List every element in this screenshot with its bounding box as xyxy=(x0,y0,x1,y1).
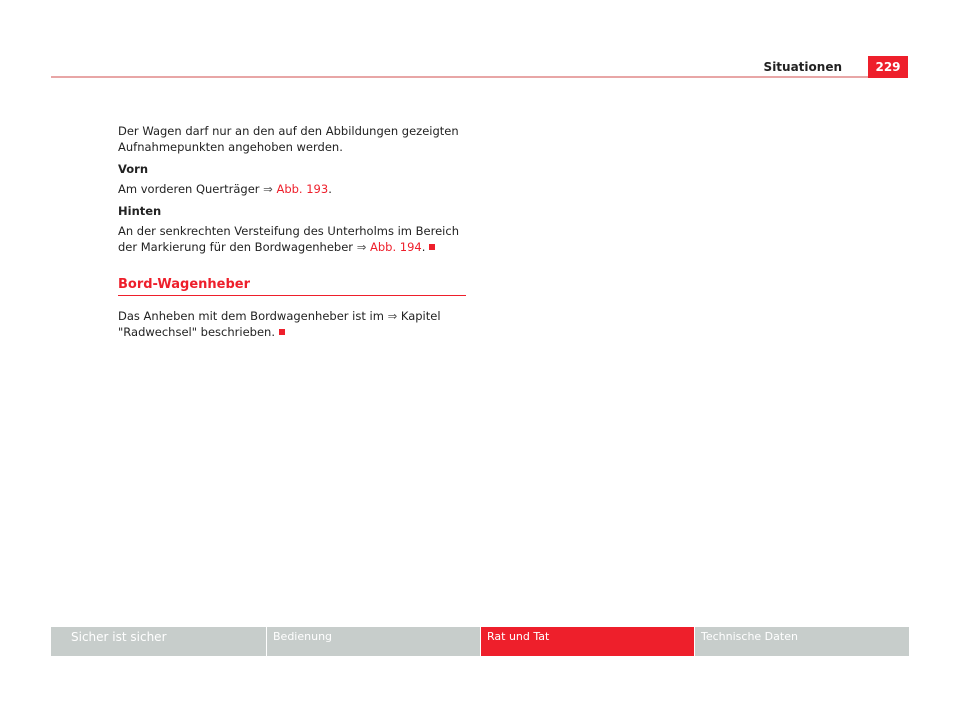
vorn-text: Am vorderen Querträger xyxy=(118,182,260,196)
end-marker-icon xyxy=(429,244,435,250)
period: . xyxy=(421,240,426,254)
chapter-link-radwechsel[interactable]: Kapitel "Radwechsel" beschrieben. xyxy=(118,309,441,339)
footer-nav xyxy=(51,627,909,656)
section-text-1: Das Anheben mit dem Bordwagenheber ist im xyxy=(118,309,384,323)
section-title-header: Situationen xyxy=(763,60,842,74)
main-content xyxy=(118,123,468,346)
footer-tab-bedienung[interactable]: Bedienung xyxy=(267,627,480,656)
vorn-heading: Vorn xyxy=(118,162,149,176)
bord-wagenheber-paragraph xyxy=(118,308,468,340)
arrow-right-icon: ⇒ xyxy=(356,240,367,254)
footer-tab-sicher-ist-sicher[interactable]: Sicher ist sicher xyxy=(51,627,266,656)
hinten-paragraph xyxy=(118,223,468,255)
period: . xyxy=(328,182,332,196)
footer-tab-rat-und-tat[interactable]: Rat und Tat xyxy=(481,627,694,656)
intro-paragraph: Der Wagen darf nur an den auf den Abbildungen gezeigten Aufnahmepunkten angehoben werden. xyxy=(118,124,459,154)
hinten-text: An der senkrechten Versteifung des Unterholms im Bereich der Markierung für den Bordwagenheber xyxy=(118,224,459,254)
arrow-right-icon: ⇒ xyxy=(387,309,398,323)
page-number-badge: 229 xyxy=(868,56,908,78)
bord-wagenheber-heading: Bord-Wagenheber xyxy=(118,277,466,296)
header-rule xyxy=(51,76,908,78)
hinten-heading: Hinten xyxy=(118,204,162,218)
end-marker-icon xyxy=(279,329,285,335)
footer-tab-technische-daten[interactable]: Technische Daten xyxy=(695,627,909,656)
figure-link-193[interactable]: Abb. 193 xyxy=(276,182,329,196)
vorn-paragraph xyxy=(118,181,468,197)
figure-link-194[interactable]: Abb. 194 xyxy=(369,240,422,254)
arrow-right-icon: ⇒ xyxy=(263,182,273,196)
